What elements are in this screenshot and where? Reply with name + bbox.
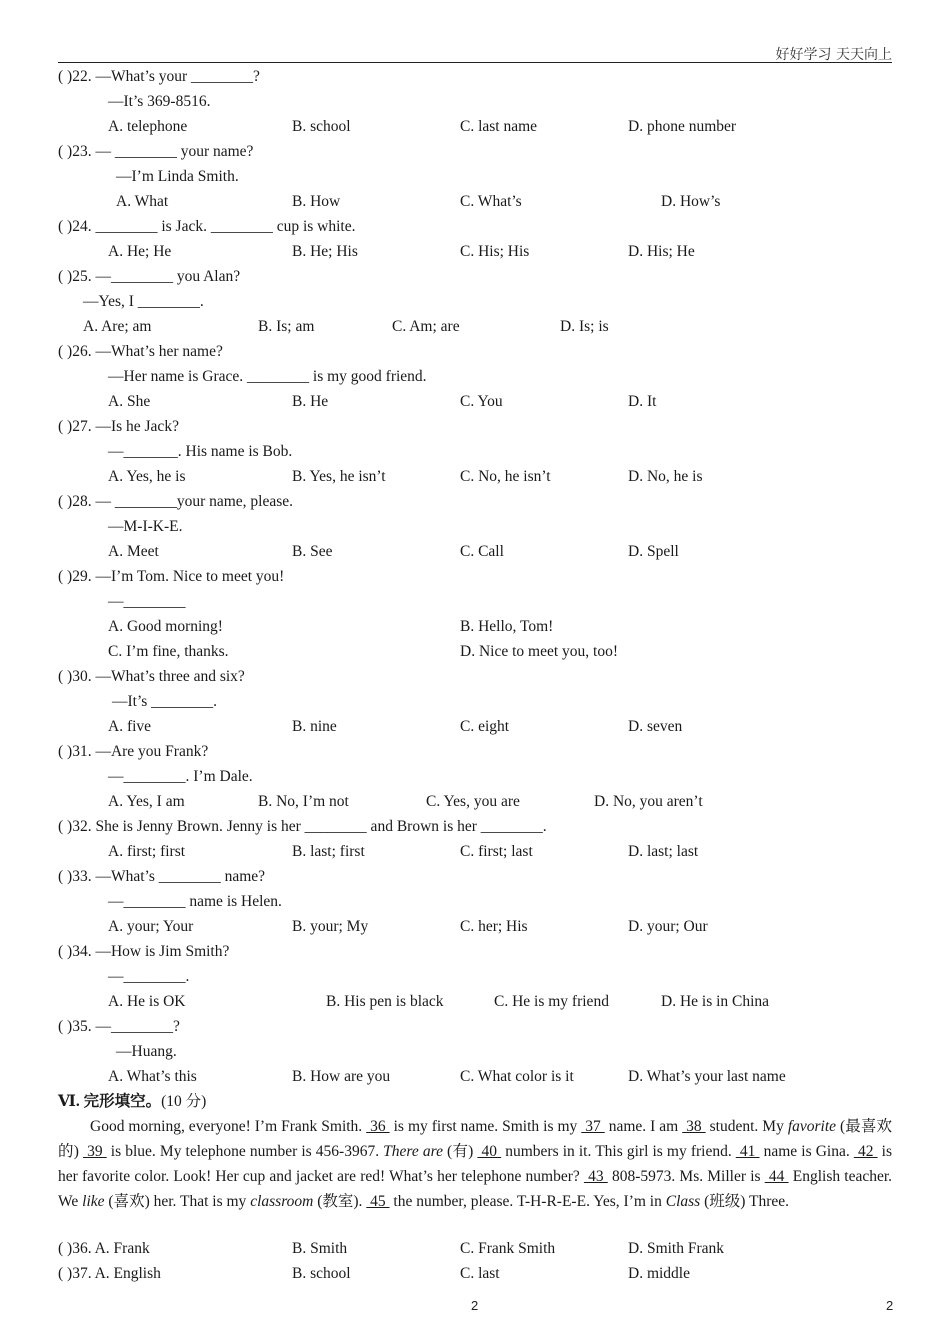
options-34 — [0, 989, 950, 1014]
question-stem: ( )35. —________? — [58, 1018, 180, 1035]
option-b: B. Hello, Tom! — [460, 618, 554, 635]
option-b: B. How — [292, 193, 341, 210]
option-a: A. What’s this — [108, 1068, 197, 1085]
option-c: C. last — [460, 1265, 500, 1282]
question-28 — [0, 489, 950, 514]
options-26 — [0, 389, 950, 414]
page-number-right: 2 — [886, 1298, 894, 1313]
option-d: D. No, he is — [628, 468, 703, 485]
options-27 — [0, 464, 950, 489]
option-a: A. first; first — [108, 843, 186, 860]
option-c: C. eight — [460, 718, 510, 735]
options-29-cd — [0, 639, 950, 664]
question-stem: ( )27. —Is he Jack? — [58, 418, 179, 435]
question-reply: —Her name is Grace. ________ is my good friend. — [108, 368, 427, 385]
option-b: B. Is; am — [258, 318, 315, 335]
blank-39: 39 — [83, 1143, 107, 1160]
option-a: A. He; He — [108, 243, 172, 260]
option-c: C. What color is it — [460, 1068, 574, 1085]
option-b: B. He — [292, 393, 329, 410]
question-stem: ( )33. —What’s ________ name? — [58, 868, 266, 885]
option-c: C. What’s — [460, 193, 522, 210]
option-c: C. Frank Smith — [460, 1240, 556, 1257]
question-reply: —It’s 369-8516. — [108, 93, 211, 110]
options-22 — [0, 114, 950, 139]
question-reply: —________. I’m Dale. — [108, 768, 253, 785]
question-stem: ( )36. A. Frank — [58, 1240, 150, 1257]
option-c: C. first; last — [460, 843, 533, 860]
italic-word: favorite — [787, 1118, 837, 1135]
options-33 — [0, 914, 950, 939]
option-a: A. Are; am — [83, 318, 152, 335]
question-36 — [0, 1236, 950, 1261]
option-d: D. How’s — [661, 193, 721, 210]
question-24 — [0, 214, 950, 239]
question-reply: —_______. His name is Bob. — [108, 443, 293, 460]
option-a: A. Meet — [108, 543, 159, 560]
option-d: D. last; last — [628, 843, 699, 860]
option-a: A. He is OK — [108, 993, 186, 1010]
cloze-passage: Good morning, everyone! I’m Frank Smith. 36 is my first name. Smith is my 37 name. I am 38 student. My favorite (最喜欢的) 39 is blue. My telephone number is 456-3967. There are (有) 40 numbers in it. This girl is my friend. 41 name is Gina. 42 is her favorite color. Look! Her cup and jacket are red! What’s her telephone number? 43 808-5973. Ms. Miller is 44 English teacher. We like (喜欢) her. That is my classroom (教室). 45 the number, please. T-H-R-E-E. Yes, I’m in Class (班级) Three. — [58, 1118, 893, 1210]
question-27 — [0, 414, 950, 439]
option-a: A. Good morning! — [108, 618, 223, 635]
blank-43: 43 — [583, 1168, 608, 1185]
option-a: A. Yes, I am — [108, 793, 185, 810]
blank-45: 45 — [366, 1193, 390, 1210]
question-stem: ( )37. A. English — [58, 1265, 161, 1282]
option-a: A. She — [108, 393, 151, 410]
option-d: D. No, you aren’t — [594, 793, 703, 810]
option-a: A. telephone — [108, 118, 188, 135]
blank-37: 37 — [581, 1118, 605, 1135]
question-stem: ( )25. —________ you Alan? — [58, 268, 241, 285]
question-37 — [0, 1261, 950, 1286]
option-c: C. her; His — [460, 918, 528, 935]
question-reply: —Huang. — [116, 1043, 177, 1060]
italic-word: like — [82, 1193, 105, 1210]
option-d: D. phone number — [628, 118, 737, 135]
option-d: D. It — [628, 393, 657, 410]
question-stem: ( )32. She is Jenny Brown. Jenny is her ________ and Brown is her ________. — [58, 818, 547, 835]
question-stem: ( )31. —Are you Frank? — [58, 743, 209, 760]
options-28 — [0, 539, 950, 564]
section-6-heading: Ⅵ. 完形填空。 — [58, 1093, 162, 1110]
option-d: D. Smith Frank — [628, 1240, 725, 1257]
question-stem: ( )30. —What’s three and six? — [58, 668, 245, 685]
option-b: B. No, I’m not — [258, 793, 349, 810]
blank-41: 41 — [735, 1143, 760, 1160]
question-25 — [0, 264, 950, 289]
option-b: B. See — [292, 543, 333, 560]
question-reply: —________. — [108, 968, 190, 985]
question-reply: —It’s ________. — [112, 693, 218, 710]
option-c: C. He is my friend — [494, 993, 609, 1010]
question-stem: ( )29. —I’m Tom. Nice to meet you! — [58, 568, 285, 585]
options-32 — [0, 839, 950, 864]
question-reply: —I’m Linda Smith. — [116, 168, 239, 185]
option-b: B. school — [292, 118, 351, 135]
option-b: B. Yes, he isn’t — [292, 468, 386, 485]
option-d: D. What’s your last name — [628, 1068, 786, 1085]
option-a: A. Yes, he is — [108, 468, 186, 485]
option-b: B. He; His — [292, 243, 358, 260]
option-d: D. your; Our — [628, 918, 708, 935]
option-b: B. His pen is black — [326, 993, 444, 1010]
question-stem: ( )34. —How is Jim Smith? — [58, 943, 230, 960]
option-b: B. your; My — [292, 918, 369, 935]
options-29-ab — [0, 614, 950, 639]
option-b: B. How are you — [292, 1068, 391, 1085]
header-rule — [58, 62, 892, 63]
page-header: 好好学习 天天向上 — [775, 47, 892, 63]
option-c: C. Yes, you are — [426, 793, 520, 810]
question-31 — [0, 739, 950, 764]
option-d: D. His; He — [628, 243, 695, 260]
question-34 — [0, 939, 950, 964]
option-c: C. Call — [460, 543, 504, 560]
question-32 — [0, 814, 950, 839]
options-24 — [0, 239, 950, 264]
italic-word: Class — [665, 1193, 701, 1210]
blank-36: 36 — [366, 1118, 390, 1135]
section-6-score: (10 分) — [161, 1093, 207, 1110]
page-number-center: 2 — [471, 1298, 479, 1313]
options-31 — [0, 789, 950, 814]
section-6-title — [58, 1089, 206, 1114]
question-35 — [0, 1014, 950, 1039]
option-a: A. five — [108, 718, 152, 735]
option-b: B. school — [292, 1265, 351, 1282]
option-c: C. last name — [460, 118, 538, 135]
blank-42: 42 — [853, 1143, 878, 1160]
option-d: D. Is; is — [560, 318, 609, 335]
option-b: B. Smith — [292, 1240, 348, 1257]
question-29 — [0, 564, 950, 589]
blank-38: 38 — [682, 1118, 706, 1135]
question-stem: ( )26. —What’s her name? — [58, 343, 223, 360]
option-c: C. No, he isn’t — [460, 468, 551, 485]
question-reply: —M-I-K-E. — [108, 518, 183, 535]
option-d: D. Nice to meet you, too! — [460, 643, 618, 660]
options-35 — [0, 1064, 950, 1089]
options-23 — [0, 189, 950, 214]
question-26 — [0, 339, 950, 364]
option-c: C. You — [460, 393, 503, 410]
question-22 — [0, 64, 950, 89]
option-d: D. seven — [628, 718, 683, 735]
question-reply: —________ name is Helen. — [108, 893, 282, 910]
option-b: B. last; first — [292, 843, 365, 860]
question-reply: —________ — [108, 593, 186, 610]
question-stem: ( )22. —What’s your ________? — [58, 68, 260, 85]
option-c: C. I’m fine, thanks. — [108, 643, 229, 660]
question-33 — [0, 864, 950, 889]
options-30 — [0, 714, 950, 739]
question-23 — [0, 139, 950, 164]
option-a: A. your; Your — [108, 918, 194, 935]
option-b: B. nine — [292, 718, 337, 735]
question-stem: ( )23. — ________ your name? — [58, 143, 254, 160]
option-c: C. Am; are — [392, 318, 460, 335]
blank-40: 40 — [477, 1143, 502, 1160]
question-stem: ( )28. — ________your name, please. — [58, 493, 294, 510]
italic-word: There are — [383, 1143, 443, 1160]
question-reply: —Yes, I ________. — [83, 293, 204, 310]
option-d: D. middle — [628, 1265, 690, 1282]
option-d: D. He is in China — [661, 993, 770, 1010]
option-c: C. His; His — [460, 243, 530, 260]
question-30 — [0, 664, 950, 689]
option-d: D. Spell — [628, 543, 679, 560]
question-stem: ( )24. ________ is Jack. ________ cup is white. — [58, 218, 356, 235]
italic-word: classroom — [250, 1193, 314, 1210]
options-25 — [0, 314, 950, 339]
option-a: A. What — [116, 193, 169, 210]
blank-44: 44 — [764, 1168, 789, 1185]
